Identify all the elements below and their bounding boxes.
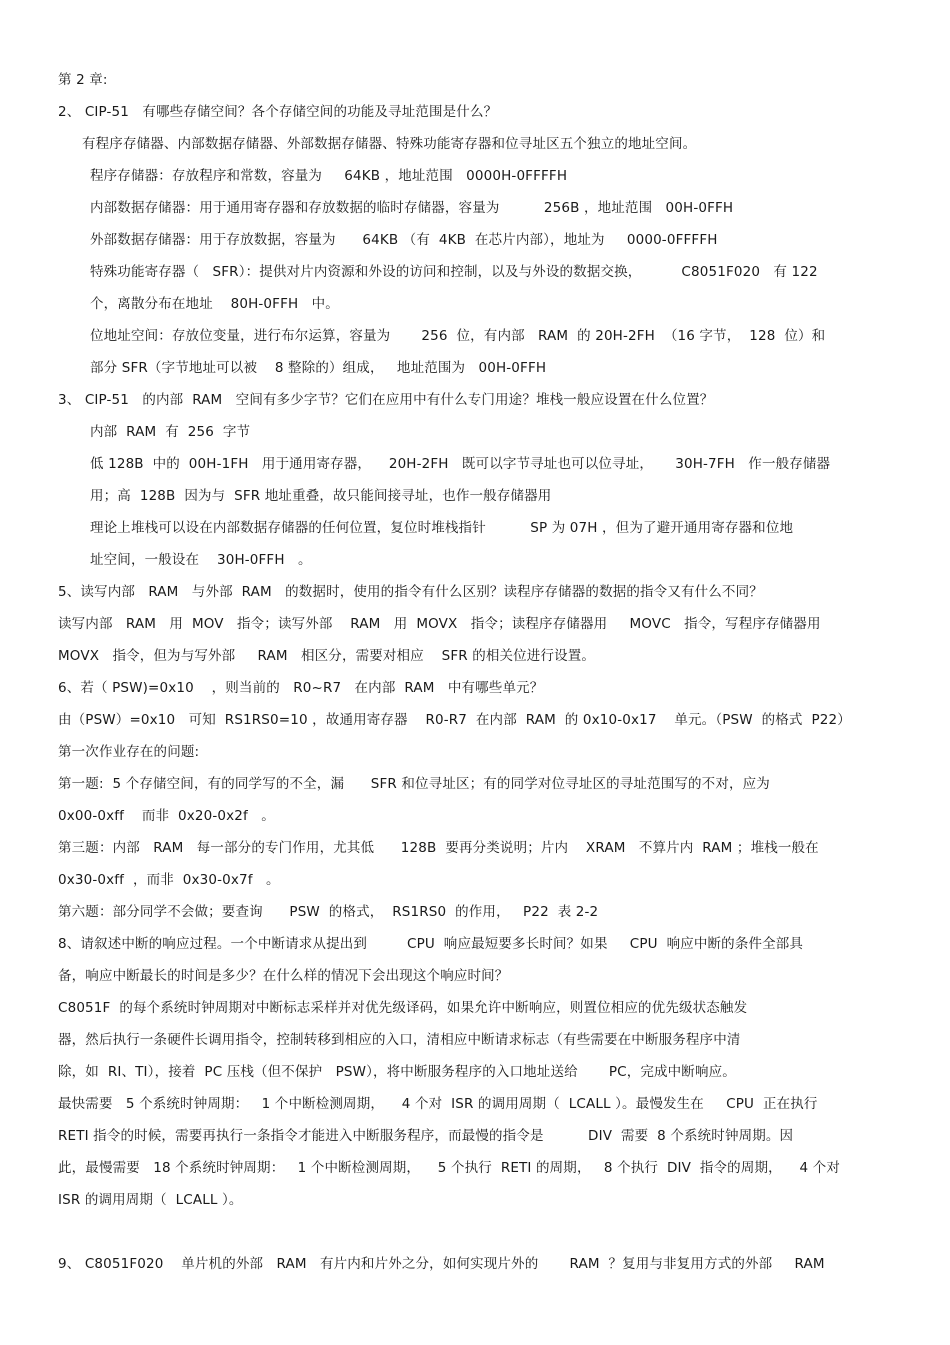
answer-line: 器，然后执行一条硬件长调用指令，控制转移到相应的入口，清相应中断请求标志（有些需要在中断服务程序中清 <box>58 1032 741 1048</box>
answer-line: 内部 RAM 有 256 字节 <box>90 424 251 440</box>
question-6: 6、若（ PSW)=0x10 ，则当前的 R0~R7 在内部 RAM 中有哪些单元？ <box>58 680 544 696</box>
issue-line: 0x30-0xff ，而非 0x30-0x7f 。 <box>58 872 280 888</box>
answer-line: 程序存储器：存放程序和常数，容量为 64KB ，地址范围 0000H-0FFFFH <box>90 168 568 184</box>
question-8: 8、请叙述中断的响应过程。一个中断请求从提出到 CPU 响应最短要多长时间？如果 CPU 响应中断的条件全部具 <box>58 936 804 952</box>
question-3: 3、 CIP-51 的内部 RAM 空间有多少字节？它们在应用中有什么专门用途？堆栈一般应设置在什么位置？ <box>58 392 714 408</box>
answer-line: 外部数据存储器：用于存放数据，容量为 64KB （有 4KB 在芯片内部），地址为 0000-0FFFFH <box>90 232 718 248</box>
answer-line: 特殊功能寄存器（ SFR）：提供对片内资源和外设的访问和控制，以及与外设的数据交换， C8051F020 有 122 <box>90 264 818 280</box>
answer-line: 位地址空间：存放位变量，进行布尔运算，容量为 256 位，有内部 RAM 的 20H-2FH （16 字节， 128 位）和 <box>90 328 826 344</box>
section-heading: 第一次作业存在的问题: <box>58 744 200 760</box>
issue-line: 0x00-0xff 而非 0x20-0x2f 。 <box>58 808 275 824</box>
answer-line: ISR 的调用周期（ LCALL ）。 <box>58 1192 243 1208</box>
answer-line: 由（PSW）=0x10 可知 RS1RS0=10 ，故通用寄存器 R0-R7 在内部 RAM 的 0x10-0x17 单元。（PSW 的格式 P22） <box>58 712 851 728</box>
answer-line: 低 128B 中的 00H-1FH 用于通用寄存器， 20H-2FH 既可以字节寻址也可以位寻址， 30H-7FH 作一般存储器 <box>90 456 831 472</box>
question-9: 9、 C8051F020 单片机的外部 RAM 有片内和片外之分，如何实现片外的 RAM ？复用与非复用方式的外部 RAM <box>58 1256 825 1272</box>
issue-line: 第三题：内部 RAM 每一部分的专门作用，尤其低 128B 要再分类说明；片内 XRAM 不算片内 RAM ；堆栈一般在 <box>58 840 819 856</box>
answer-line: 理论上堆栈可以设在内部数据存储器的任何位置，复位时堆栈指针 SP 为 07H ，但为了避开通用寄存器和位地 <box>90 520 794 536</box>
issue-line: 第一题: 5 个存储空间，有的同学写的不全，漏 SFR 和位寻址区；有的同学对位寻址区的寻址范围写的不对，应为 <box>58 776 770 792</box>
question-2: 2、 CIP-51 有哪些存储空间？各个存储空间的功能及寻址范围是什么？ <box>58 104 498 120</box>
answer-line: RETI 指令的时候，需要再执行一条指令才能进入中断服务程序，而最慢的指令是 DIV 需要 8 个系统时钟周期。因 <box>58 1128 794 1144</box>
issue-line: 第六题：部分同学不会做；要查询 PSW 的格式， RS1RS0 的作用， P22 表 2-2 <box>58 904 599 920</box>
chapter-heading: 第 2 章: <box>58 72 108 88</box>
answer-line: C8051F 的每个系统时钟周期对中断标志采样并对优先级译码，如果允许中断响应，则置位相应的优先级状态触发 <box>58 1000 748 1016</box>
answer-line: 址空间，一般设在 30H-0FFH 。 <box>90 552 312 568</box>
answer-line: MOVX 指令，但为与写外部 RAM 相区分，需要对相应 SFR 的相关位进行设置。 <box>58 648 596 664</box>
answer-line: 部分 SFR（字节地址可以被 8 整除的）组成， 地址范围为 00H-0FFH <box>90 360 547 376</box>
answer-line: 有程序存储器、内部数据存储器、外部数据存储器、特殊功能寄存器和位寻址区五个独立的地址空间。 <box>82 136 697 152</box>
answer-line: 读写内部 RAM 用 MOV 指令；读写外部 RAM 用 MOVX 指令；读程序存储器用 MOVC 指令，写程序存储器用 <box>58 616 821 632</box>
question-5: 5、读写内部 RAM 与外部 RAM 的数据时，使用的指令有什么区别？读程序存储器的数据的指令又有什么不同？ <box>58 584 763 600</box>
question-8: 备，响应中断最长的时间是多少？在什么样的情况下会出现这个响应时间？ <box>58 968 509 984</box>
answer-line: 用；高 128B 因为与 SFR 地址重叠，故只能间接寻址，也作一般存储器用 <box>90 488 552 504</box>
answer-line: 此，最慢需要 18 个系统时钟周期： 1 个中断检测周期， 5 个执行 RETI 的周期， 8 个执行 DIV 指令的周期， 4 个对 <box>58 1160 841 1176</box>
answer-line: 最快需要 5 个系统时钟周期： 1 个中断检测周期， 4 个对 ISR 的调用周期（ LCALL ）。最慢发生在 CPU 正在执行 <box>58 1096 818 1112</box>
answer-line: 除，如 RI、TI），接着 PC 压栈（但不保护 PSW），将中断服务程序的入口地址送给 PC，完成中断响应。 <box>58 1064 736 1080</box>
answer-line: 个，离散分布在地址 80H-0FFH 中。 <box>90 296 339 312</box>
answer-line: 内部数据存储器：用于通用寄存器和存放数据的临时存储器，容量为 256B ，地址范围 00H-0FFH <box>90 200 734 216</box>
